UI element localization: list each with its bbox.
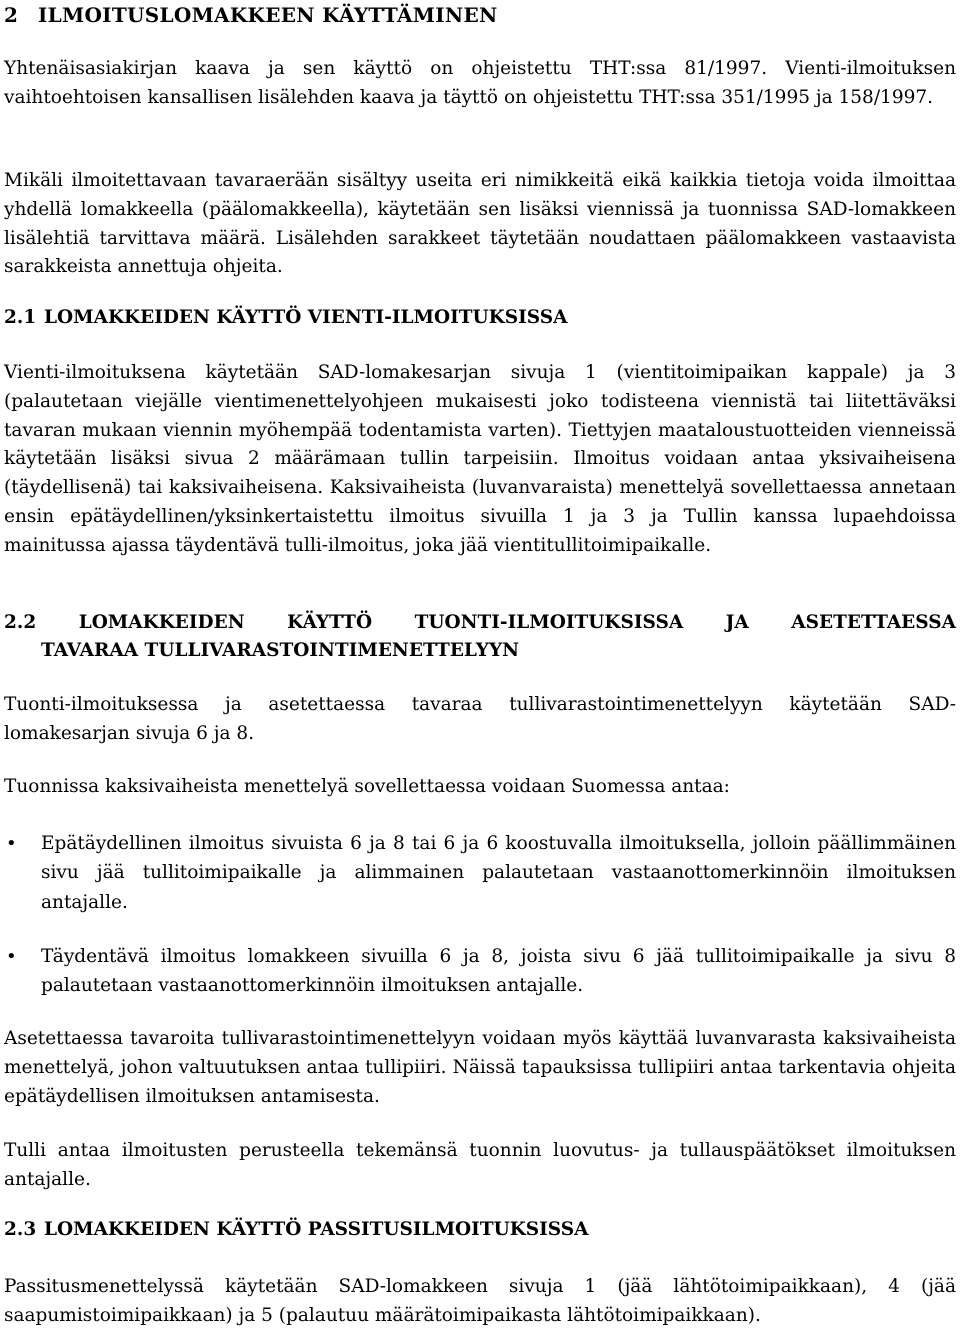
heading-line-2: TAVARAA TULLIVARASTOINTIMENETTELYYN [41,640,520,661]
list-item [4,829,956,917]
subsection-heading-2-2 [4,609,956,665]
heading-word: JA [725,612,749,633]
list-item [4,942,956,1001]
heading-word: KÄYTTÖ [287,612,373,633]
subsection-number: 2.3 [4,1219,37,1240]
subsection-title: LOMAKKEIDEN KÄYTTÖ PASSITUSILMOITUKSISSA [44,1219,589,1240]
heading-word: TUONTI-ILMOITUKSISSA [414,612,684,633]
export-paragraph: Vienti-ilmoituksena käytetään SAD-lomakesarjan sivuja 1 (vientitoimipaikan kappale) ja 3 (palautetaan viejälle vientimenettelyohjeen mukaisesti joko todisteena viennistä tai liitettäväksi tavaran mukaan viennin myöhempää todentamista varten). Tiettyjen maataloustuotteiden vienneissä käytetään lisäksi sivua 2 määrämaan tullin tarpeisiin. Ilmoitus voidaan antaa yksivaiheisena (täydellisenä) tai kaksivaiheisena. Kaksivaiheista (luvanvaraista) menettelyä sovellettaessa annetaan ensin epätäydellinen/yksinkertaistettu ilmoitus sivuilla 1 ja 3 ja Tullin kanssa lupaehdoissa mainitussa ajassa täydentävä tulli-ilmoitus, joka jää vientitullitoimipaikalle. [4,362,956,556]
subsection-number: 2.1 [4,307,37,328]
section-title: ILMOITUSLOMAKKEEN KÄYTTÄMINEN [38,3,498,27]
subsection-heading-2-3 [4,1219,588,1240]
intro-paragraph-2: Mikäli ilmoitettavaan tavaraerään sisältyy useita eri nimikkeitä eikä kaikkia tietoja voida ilmoittaa yhdellä lomakkeella (päälomakkeella), käytetään sen lisäksi viennissä ja tuonnissa SAD-lomakkeen lisälehtiä tarvittava määrä. Lisälehden sarakkeet täytetään noudattaen päälomakkeen vastaavista sarakkeista annettuja ohjeita. [4,170,956,278]
heading-word: LOMAKKEIDEN [78,612,245,633]
heading-word: 2.2 [4,612,37,633]
list-item-text: Täydentävä ilmoitus lomakkeen sivuilla 6 ja 8, joista sivu 6 jää tullitoimipaikalle ja sivu 8 palautetaan vastaanottomerkinnöin ilmoituksen antajalle. [41,946,956,997]
intro-paragraph-1: Yhtenäisasiakirjan kaava ja sen käyttö on ohjeistettu THT:ssa 81/1997. Vienti-ilmoituksen vaihtoehtoisen kansallisen lisälehden kaava ja täyttö on ohjeistettu THT:ssa 351/1995 ja 158/1997. [4,58,956,108]
bullet-icon: • [6,833,17,854]
import-paragraph-1: Tuonti-ilmoituksessa ja asetettaessa tavaraa tullivarastointimenettelyyn käytetään SAD-lomakesarjan sivuja 6 ja 8. [4,694,956,744]
import-paragraph-3: Asetettaessa tavaroita tullivarastointimenettelyyn voidaan myös käyttää luvanvarasta kaksivaiheista menettelyä, johon valtuutuksen antaa tullipiiri. Näissä tapauksissa tullipiiri antaa tarkentavia ohjeita epätäydellisen ilmoituksen antamisesta. [4,1028,956,1107]
section-heading [4,3,498,27]
subsection-title: LOMAKKEIDEN KÄYTTÖ VIENTI-ILMOITUKSISSA [44,307,568,328]
list-item-text: Epätäydellinen ilmoitus sivuista 6 ja 8 tai 6 ja 6 koostuvalla ilmoituksella, jolloin päällimmäinen sivu jää tullitoimipaikalle ja alimmainen palautetaan vastaanottomerkinnöin ilmoituksen antajalle. [41,833,956,913]
transit-paragraph: Passitusmenettelyssä käytetään SAD-lomakkeen sivuja 1 (jää lähtötoimipaikkaan), 4 (jää saapumistoimipaikkaan) ja 5 (palautuu määrätoimipaikasta lähtötoimipaikkaan). [4,1276,956,1326]
heading-line-1 [4,609,956,637]
import-paragraph-2: Tuonnissa kaksivaiheista menettelyä sovellettaessa voidaan Suomessa antaa: [4,776,730,797]
heading-word: ASETETTAESSA [791,612,956,633]
import-paragraph-4: Tulli antaa ilmoitusten perusteella tekemänsä tuonnin luovutus- ja tullauspäätökset ilmoituksen antajalle. [4,1140,956,1190]
subsection-heading-2-1 [4,307,567,328]
bullet-icon: • [6,946,17,967]
section-number: 2 [4,3,19,27]
